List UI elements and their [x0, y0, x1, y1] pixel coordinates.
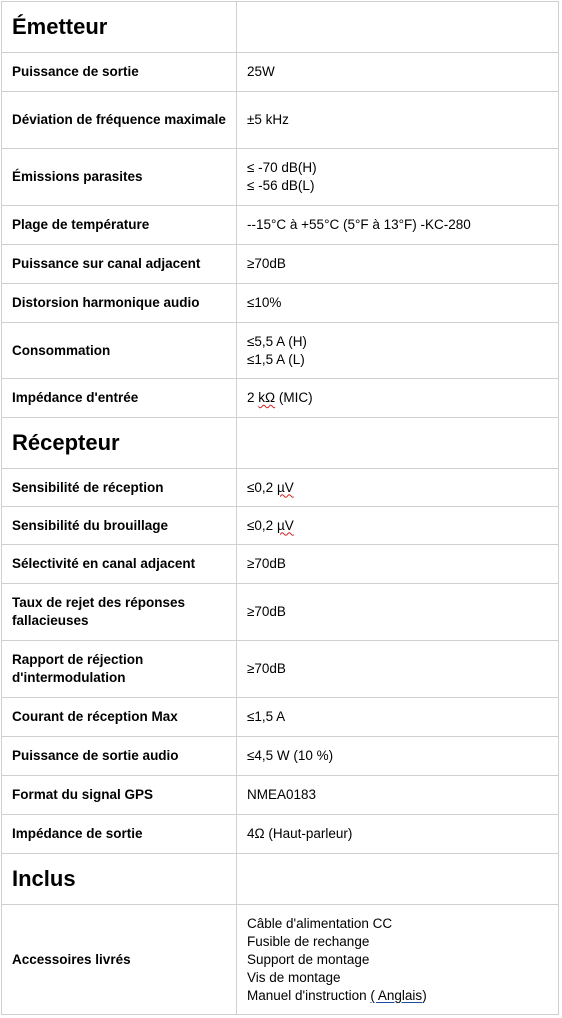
table-row: [2, 245, 559, 284]
table-row: [2, 545, 559, 584]
spec-value: [237, 379, 559, 418]
spec-label: Sensibilité du brouillage: [2, 507, 237, 545]
spec-label: Impédance d'entrée: [2, 379, 237, 418]
table-row: [2, 469, 559, 507]
value-line: Manuel d'instruction ( Anglais): [247, 987, 427, 1003]
specifications-table: [1, 1, 559, 1015]
table-row: [2, 698, 559, 737]
section-title-recepteur: Récepteur: [2, 418, 237, 469]
spec-value: [237, 641, 559, 698]
value-line: 25W: [247, 64, 275, 79]
section-header-row: [2, 2, 559, 53]
table-row: [2, 815, 559, 854]
spec-value: [237, 53, 559, 92]
spec-label: Format du signal GPS: [2, 776, 237, 815]
spec-label: Accessoires livrés: [2, 905, 237, 1015]
table-row: [2, 323, 559, 379]
value-line: ±5 kHz: [247, 112, 289, 127]
table-row: [2, 776, 559, 815]
value-line: Vis de montage: [247, 969, 341, 985]
spec-value: [237, 584, 559, 641]
value-line: NMEA0183: [247, 787, 317, 802]
spec-value: [237, 245, 559, 284]
spec-label: Plage de température: [2, 206, 237, 245]
value-line: Support de montage: [247, 951, 370, 967]
spec-value: [237, 284, 559, 323]
spec-label: Déviation de fréquence maximale: [2, 92, 237, 149]
value-line: Fusible de rechange: [247, 933, 370, 949]
spec-value: [237, 323, 559, 379]
table-row: [2, 641, 559, 698]
spec-label: Rapport de réjection d'intermodulation: [2, 641, 237, 698]
spec-label: Distorsion harmonique audio: [2, 284, 237, 323]
spec-value: [237, 776, 559, 815]
table-row: [2, 379, 559, 418]
value-line: ≤ -70 dB(H): [247, 160, 317, 175]
spellcheck-mark: µV: [276, 517, 294, 533]
language-link: ( Anglais: [370, 987, 423, 1003]
table-row: [2, 206, 559, 245]
value-line: ≤0,2 µV: [247, 479, 294, 495]
spec-label: Sensibilité de réception: [2, 469, 237, 507]
spec-label: Courant de réception Max: [2, 698, 237, 737]
value-line: ≤10%: [247, 295, 282, 310]
spec-value: [237, 469, 559, 507]
table-row: [2, 737, 559, 776]
value-line: ≤5,5 A (H): [247, 333, 307, 349]
section-empty-cell: [237, 418, 559, 469]
spec-value: [237, 507, 559, 545]
table-row: [2, 92, 559, 149]
section-header-row: [2, 854, 559, 905]
table-row: [2, 149, 559, 206]
table-row: [2, 284, 559, 323]
spec-value: [237, 698, 559, 737]
spec-label: Émissions parasites: [2, 149, 237, 206]
spec-label: Puissance sur canal adjacent: [2, 245, 237, 284]
table-row: [2, 584, 559, 641]
spec-label: Sélectivité en canal adjacent: [2, 545, 237, 584]
value-line: ≤1,5 A (L): [247, 351, 305, 367]
value-line: ≥70dB: [247, 256, 286, 271]
spec-value: [237, 149, 559, 206]
value-line: 4Ω (Haut-parleur): [247, 826, 353, 841]
spellcheck-mark: kΩ: [258, 390, 276, 405]
value-line: ≥70dB: [247, 604, 286, 619]
table-row: [2, 53, 559, 92]
section-empty-cell: [237, 854, 559, 905]
value-line: ≤0,2 µV: [247, 517, 294, 533]
spec-value: [237, 92, 559, 149]
value-line: ≥70dB: [247, 556, 286, 571]
value-line: --15°C à +55°C (5°F à 13°F) -KC-280: [247, 217, 471, 232]
section-header-row: [2, 418, 559, 469]
value-line: 2 kΩ (MIC): [247, 390, 313, 405]
spec-label: Puissance de sortie audio: [2, 737, 237, 776]
spec-value: [237, 905, 559, 1015]
spec-value: [237, 206, 559, 245]
table-row: [2, 905, 559, 1015]
spec-label: Impédance de sortie: [2, 815, 237, 854]
section-empty-cell: [237, 2, 559, 53]
value-line: ≤1,5 A: [247, 709, 286, 724]
value-line: ≥70dB: [247, 661, 286, 676]
spec-label: Puissance de sortie: [2, 53, 237, 92]
spec-label: Taux de rejet des réponses fallacieuses: [2, 584, 237, 641]
value-line: ≤4,5 W (10 %): [247, 748, 334, 763]
spec-label: Consommation: [2, 323, 237, 379]
spellcheck-mark: µV: [276, 479, 294, 495]
spec-value: [237, 815, 559, 854]
section-title-emetteur: Émetteur: [2, 2, 237, 53]
value-line: Câble d'alimentation CC: [247, 915, 393, 931]
spec-value: [237, 737, 559, 776]
value-line: ≤ -56 dB(L): [247, 178, 315, 193]
spec-value: [237, 545, 559, 584]
table-row: [2, 507, 559, 545]
section-title-inclus: Inclus: [2, 854, 237, 905]
